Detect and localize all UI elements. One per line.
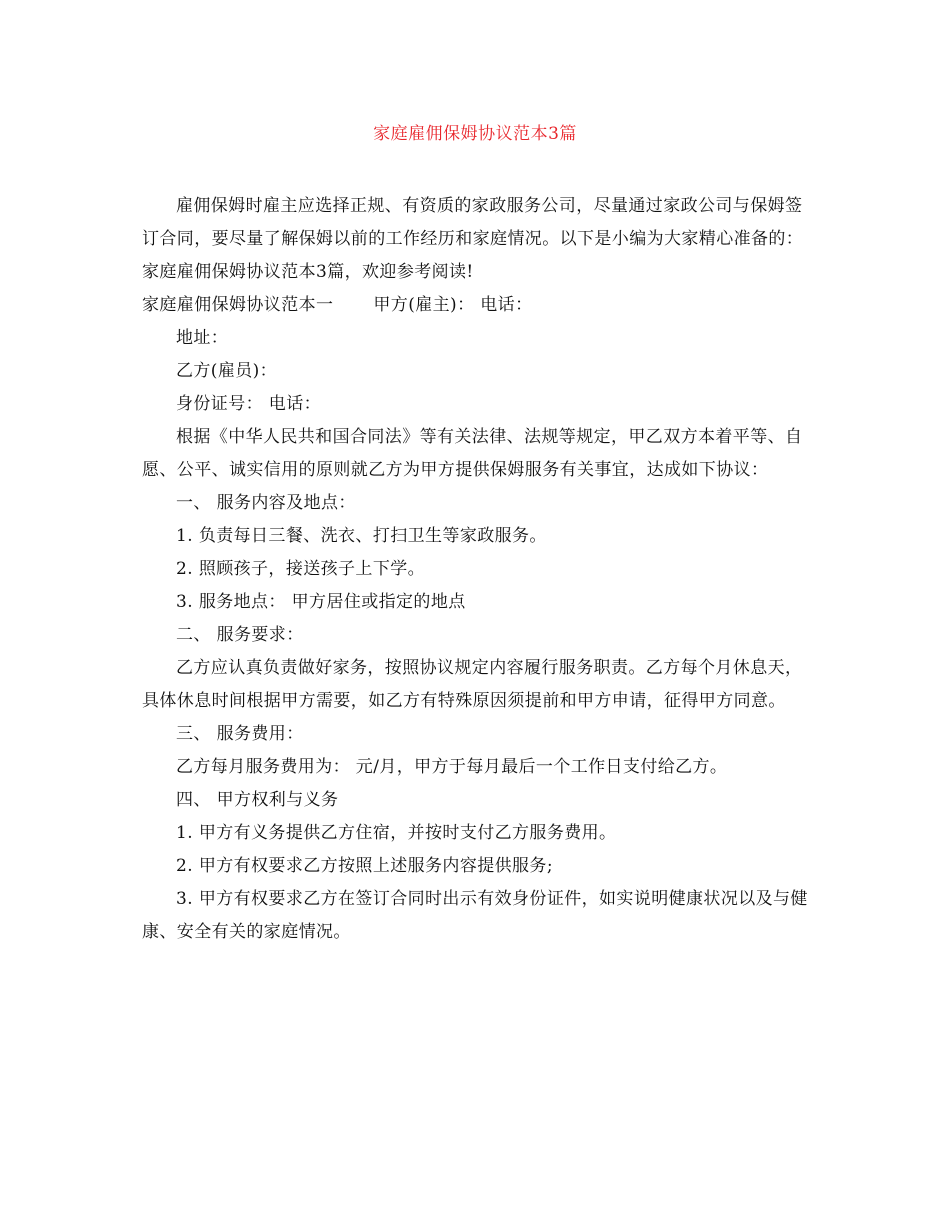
- clause1-item: 3. 服务地点： 甲方居住或指定的地点: [176, 592, 466, 612]
- party-b-line: 乙方(雇员)：: [176, 361, 278, 381]
- clause4-item: 1. 甲方有义务提供乙方住宿，并按时支付乙方服务费用。: [176, 823, 617, 843]
- basis-paragraph: 根据《中华人民共和国合同法》等有关法律、法规等规定，甲乙双方本着平等、自愿、公平、诚实信用的原则就乙方为甲方提供保姆服务有关事宜，达成如下协议：: [142, 427, 803, 480]
- clause2-paragraph: 乙方应认真负责做好家务，按照协议规定内容履行服务职责。乙方每个月休息天，具体休息时间根据甲方需要，如乙方有特殊原因须提前和甲方申请，征得甲方同意。: [142, 658, 803, 711]
- clause4-item: 3. 甲方有权要求乙方在签订合同时出示有效身份证件，如实说明健康状况以及与健康、安全有关的家庭情况。: [142, 889, 808, 942]
- clause2-heading: 二、 服务要求：: [176, 625, 304, 645]
- party-a-line: 甲方(雇主)： 电话：: [373, 295, 533, 315]
- clause1-item: 2. 照顾孩子，接送孩子上下学。: [176, 559, 426, 579]
- section-heading: 家庭雇佣保姆协议范本一: [142, 295, 334, 315]
- clause1-item: 1. 负责每日三餐、洗衣、打扫卫生等家政服务。: [176, 526, 547, 546]
- id-phone-line: 身份证号： 电话：: [176, 394, 322, 414]
- document-title: 家庭雇佣保姆协议范本3篇: [373, 124, 577, 144]
- clause1-heading: 一、 服务内容及地点：: [176, 493, 356, 513]
- section-heading-line: [142, 289, 814, 322]
- clause3-heading: 三、 服务费用：: [176, 724, 304, 744]
- clause4-item: 2. 甲方有权要求乙方按照上述服务内容提供服务;: [176, 856, 553, 876]
- clause4-heading: 四、 甲方权利与义务: [176, 790, 339, 810]
- clause3-paragraph: 乙方每月服务费用为： 元/月，甲方于每月最后一个工作日支付给乙方。: [176, 757, 728, 777]
- address-line: 地址：: [176, 328, 229, 348]
- document-body: [142, 190, 814, 949]
- intro-paragraph: 雇佣保姆时雇主应选择正规、有资质的家政服务公司，尽量通过家政公司与保姆签订合同，要尽量了解保姆以前的工作经历和家庭情况。以下是小编为大家精心准备的：家庭雇佣保姆协议范本3篇，欢迎参考阅读!: [142, 196, 804, 282]
